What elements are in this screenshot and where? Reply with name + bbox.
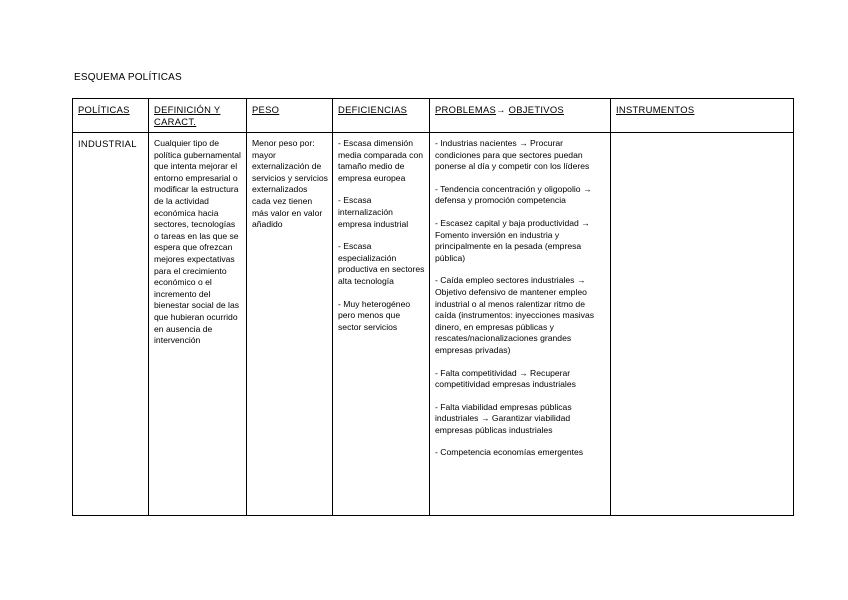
list-item: - Falta competitividad → Recuperar competitividad empresas industriales <box>435 367 576 390</box>
list-item: - Escasa dimensión media comparada con tamaño medio de empresa europea <box>338 138 424 183</box>
table-row-industrial <box>73 133 794 516</box>
document-title: ESQUEMA POLÍTICAS <box>74 72 182 83</box>
header-problemas-objetivos <box>430 99 611 133</box>
list-item: - Industrias nacientes → Procurar condiciones para que sectores puedan ponerse al día y competir con los líderes <box>435 138 590 172</box>
list-item: - Escasa especialización productiva en sectores alta tecnología <box>338 241 425 286</box>
list-item: - Escasez capital y baja productividad → Fomento inversión en industria y principalmente en la pesada (empresa pública) <box>435 217 590 263</box>
header-peso: PESO <box>247 99 333 133</box>
list-item: - Caída empleo sectores industriales → Objetivo defensivo de mantener empleo industrial o al menos ralentizar ritmo de caída (instrumentos: inyecciones masivas dinero, en empresas públicas y rescates/nacionalizaciones grandes empresas privadas) <box>435 275 595 355</box>
list-item: - Escasa internalización empresa industrial <box>338 195 409 229</box>
list-item: - Tendencia concentración y oligopolio → defensa y promoción competencia <box>435 183 592 206</box>
header-arrow: → <box>496 104 509 115</box>
header-definicion: DEFINICIÓN Y CARACT. <box>149 99 247 133</box>
header-politicas: POLÍTICAS <box>73 99 149 133</box>
cell-peso: Menor peso por: mayor externalización de servicios y servicios externalizados cada vez tienen más valor en valor añadido <box>247 133 333 516</box>
list-item: - Muy heterogéneo pero menos que sector servicios <box>338 298 411 332</box>
list-item: - Falta viabilidad empresas públicas industriales → Garantizar viabilidad empresas públicas industriales <box>435 401 572 435</box>
cell-instrumentos <box>611 133 794 516</box>
header-instrumentos: INSTRUMENTOS <box>611 99 794 133</box>
policy-scheme-table <box>72 98 794 516</box>
header-deficiencias: DEFICIENCIAS <box>333 99 430 133</box>
header-row <box>73 99 794 133</box>
cell-deficiencias <box>333 133 430 516</box>
cell-problemas-objetivos <box>430 133 611 516</box>
header-problemas: PROBLEMAS <box>435 104 497 115</box>
cell-politica: INDUSTRIAL <box>73 133 149 516</box>
list-item: - Competencia economías emergentes <box>435 447 584 458</box>
cell-definicion: Cualquier tipo de política gubernamental que intenta mejorar el entorno empresarial o modificar la estructura de la actividad económica hacia sectores, tecnologías o tareas en las que se espera que ofrezcan mejores expectativas para el crecimiento económico o el incremento del bienestar social de las que hubieran ocurrido en ausencia de intervención <box>149 133 247 516</box>
header-objetivos: OBJETIVOS <box>508 104 564 115</box>
